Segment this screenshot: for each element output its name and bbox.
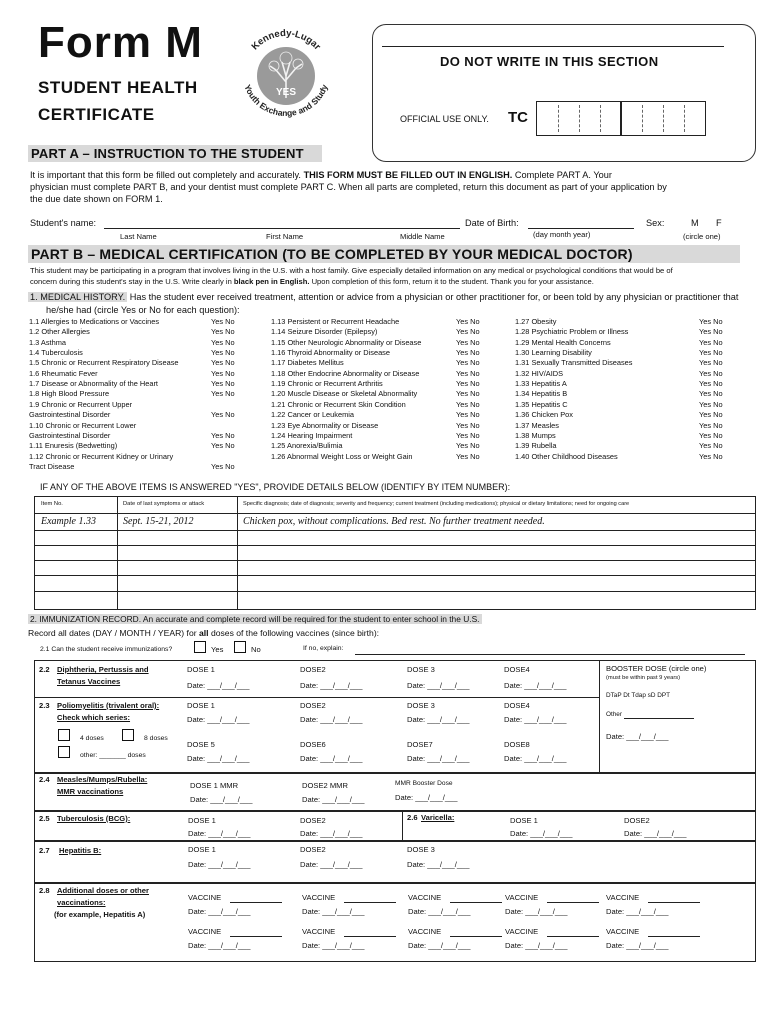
polio-dose1-label: DOSE 1 — [187, 701, 215, 710]
form-title: Form M — [38, 18, 203, 67]
history-yes-no[interactable]: Yes No — [699, 430, 723, 440]
mmr-dose1-label: DOSE 1 MMR — [190, 781, 239, 790]
varicella-label: Varicella: — [421, 813, 455, 822]
vaccine-name-field[interactable] — [648, 902, 700, 903]
tb-dose1-date[interactable]: Date: ___/___/___ — [188, 829, 251, 838]
first-name-caption: First Name — [266, 232, 304, 241]
history-yes-no[interactable]: Yes No — [456, 348, 480, 358]
history-yes-no[interactable]: Yes No — [211, 441, 235, 451]
history-item: 1.40 Other Childhood Diseases — [515, 451, 618, 461]
dob-caption: (day month year) — [533, 230, 591, 239]
polio-dose3-date[interactable]: Date: ___/___/___ — [407, 715, 470, 724]
history-item: 1.26 Abnormal Weight Loss or Weight Gain — [271, 451, 413, 461]
booster-date[interactable]: Date: ___/___/___ — [606, 732, 669, 741]
polio-8-doses-label: 8 doses — [144, 735, 168, 742]
yes-program-logo — [232, 22, 340, 130]
polio-dose6-label: DOSE6 — [300, 740, 326, 749]
booster-note: (must be within past 9 years) — [606, 675, 681, 681]
mmr-dose2-label: DOSE2 MMR — [302, 781, 348, 790]
tb-dose1-label: DOSE 1 — [188, 816, 216, 825]
history-item: 1.13 Persistent or Recurrent Headache — [271, 317, 400, 326]
vaccine-date[interactable]: Date: ___/___/___ — [505, 907, 568, 916]
hepb-dose1-label: DOSE 1 — [188, 845, 216, 854]
history-yes-no[interactable]: Yes No — [456, 327, 480, 337]
history-item: 1.22 Cancer or Leukemia — [271, 410, 354, 420]
polio-4-doses-label: 4 doses — [80, 735, 104, 742]
history-item: 1.14 Seizure Disorder (Epilepsy) — [271, 327, 378, 337]
s28-number: 2.8 — [39, 886, 50, 895]
hepb-dose2-label: DOSE2 — [300, 845, 326, 854]
form-subtitle-1: STUDENT HEALTH — [38, 78, 198, 97]
immunization-label: 2. IMMUNIZATION RECORD. An accurate and complete record will be required for the student to enter school in the U.S. — [30, 614, 480, 624]
vaccine-date[interactable]: Date: ___/___/___ — [606, 941, 669, 950]
history-yes-no[interactable]: Yes No — [699, 327, 723, 337]
dob-label: Date of Birth: — [465, 218, 519, 228]
dtp-dose1-label: DOSE 1 — [187, 665, 215, 674]
vaccine-label: VACCINE — [606, 927, 640, 936]
history-yes-no[interactable]: Yes No — [211, 317, 235, 326]
vaccine-name-field[interactable] — [344, 902, 396, 903]
history-yes-no[interactable]: Yes No — [699, 368, 723, 378]
students-name-field[interactable] — [104, 228, 460, 229]
history-yes-no[interactable]: Yes No — [699, 451, 723, 461]
vaccine-name-field[interactable] — [230, 902, 282, 903]
dtp-dose2-label: DOSE2 — [300, 665, 326, 674]
history-item: 1.36 Chicken Pox — [515, 410, 573, 420]
svg-text:Youth Exchange and Study: Youth Exchange and Study — [242, 83, 330, 119]
part-a-text-3: the due date shown on FORM 1. — [30, 194, 163, 204]
history-item: 1.11 Enuresis (Bedwetting) — [29, 441, 118, 451]
vaccine-label: VACCINE — [505, 893, 539, 902]
medical-history-label: 1. MEDICAL HISTORY. — [30, 292, 126, 302]
vaccine-name-field[interactable] — [450, 902, 502, 903]
medical-history-question-2: he/she had (circle Yes or No for each question): — [46, 305, 240, 315]
history-item: 1.30 Learning Disability — [515, 348, 592, 358]
part-a-heading: PART A – INSTRUCTION TO THE STUDENT — [28, 145, 322, 162]
vaccine-name-field[interactable] — [547, 936, 599, 937]
history-yes-no[interactable]: Yes No — [456, 441, 480, 451]
mmr-label-2: MMR vaccinations — [57, 787, 124, 796]
vaccine-label: VACCINE — [408, 893, 442, 902]
polio-dose7-label: DOSE7 — [407, 740, 433, 749]
immunize-no-label: No — [251, 645, 261, 654]
history-yes-no[interactable]: Yes No — [699, 410, 723, 420]
vaccine-date[interactable]: Date: ___/___/___ — [505, 941, 568, 950]
polio-dose5-label: DOSE 5 — [187, 740, 215, 749]
hepb-dose2-date[interactable]: Date: ___/___/___ — [300, 860, 363, 869]
polio-4-doses-checkbox[interactable] — [58, 729, 70, 741]
official-divider — [382, 46, 724, 47]
polio-other-label[interactable]: other: _______ doses — [80, 752, 146, 759]
tb-label: Tuberculosis (BCG): — [57, 814, 131, 823]
dtp-dose1-date[interactable]: Date: ___/___/___ — [187, 681, 250, 690]
vaccine-name-field[interactable] — [648, 936, 700, 937]
history-yes-no[interactable]: Yes No — [456, 317, 480, 326]
polio-8-doses-checkbox[interactable] — [122, 729, 134, 741]
dob-field[interactable] — [528, 228, 634, 229]
history-item: 1.12 Chronic or Recurrent Kidney or Urinary — [29, 451, 174, 461]
circle-one-caption: (circle one) — [683, 232, 721, 241]
mmr-dose2-date[interactable]: Date: ___/___/___ — [302, 795, 365, 804]
history-item: 1.2 Other Allergies — [29, 327, 90, 337]
polio-dose4-date[interactable]: Date: ___/___/___ — [504, 715, 567, 724]
polio-dose8-label: DOSE8 — [504, 740, 530, 749]
history-item: 1.10 Chronic or Recurrent Lower — [29, 420, 137, 430]
history-item: 1.34 Hepatitis B — [515, 389, 568, 399]
dtp-dose4-label: DOSE4 — [504, 665, 530, 674]
history-yes-no[interactable]: Yes No — [456, 430, 480, 440]
mmr-booster-date[interactable]: Date: ___/___/___ — [395, 793, 458, 802]
vaccine-label: VACCINE — [606, 893, 640, 902]
polio-dose4-label: DOSE4 — [504, 701, 530, 710]
vaccine-name-field[interactable] — [230, 936, 282, 937]
last-name-caption: Last Name — [120, 232, 157, 241]
history-item: 1.29 Mental Health Concerns — [515, 337, 611, 347]
form-subtitle-2: CERTIFICATE — [38, 105, 155, 124]
history-yes-no[interactable]: Yes No — [211, 327, 235, 337]
part-a-text-2: physician must complete PART B, and your dentist must complete PART C. When all parts are completed, return this document as part of your application by — [30, 182, 667, 192]
example-item: Example 1.33 — [41, 516, 96, 527]
official-use-label: OFFICIAL USE ONLY. — [400, 114, 489, 124]
vaccine-label: VACCINE — [505, 927, 539, 936]
part-b-intro-2: concern during this student's stay in the U.S. Write clearly in black pen in English. Upon completion of this form, return it to the student. Thank you for your assistance. — [30, 277, 594, 286]
s26-number: 2.6 — [407, 813, 418, 822]
history-yes-no[interactable]: Yes No — [211, 337, 235, 347]
varicella-dose1-date[interactable]: Date: ___/___/___ — [510, 829, 573, 838]
history-yes-no[interactable]: Yes No — [699, 379, 723, 389]
hepb-dose3-date[interactable]: Date: ___/___/___ — [407, 860, 470, 869]
vaccine-date[interactable]: Date: ___/___/___ — [302, 941, 365, 950]
vaccine-label: VACCINE — [302, 893, 336, 902]
vaccine-date[interactable]: Date: ___/___/___ — [606, 907, 669, 916]
if-no-explain-field[interactable] — [355, 654, 745, 655]
hepb-section — [34, 840, 756, 884]
col-header-item: Item No. — [41, 501, 63, 507]
history-item: 1.9 Chronic or Recurrent Upper — [29, 399, 133, 409]
dtp-label-2: Tetanus Vaccines — [57, 677, 121, 686]
history-item: 1.23 Eye Abnormality or Disease — [271, 420, 379, 430]
history-item: 1.18 Other Endocrine Abnormality or Disease — [271, 368, 420, 378]
logo-center-text: YES — [275, 87, 297, 98]
history-item: Gastrointestinal Disorder — [29, 430, 111, 440]
official-use-box — [372, 24, 756, 162]
tc-box-2[interactable] — [620, 101, 706, 136]
vaccine-label: VACCINE — [408, 927, 442, 936]
history-yes-no[interactable]: Yes No — [211, 410, 235, 420]
history-item: 1.16 Thyroid Abnormality or Disease — [271, 348, 390, 358]
s24-number: 2.4 — [39, 775, 50, 784]
divider-22-23 — [34, 697, 599, 698]
part-b-heading: PART B – MEDICAL CERTIFICATION (TO BE COMPLETED BY YOUR MEDICAL DOCTOR) — [28, 245, 740, 263]
dtp-dose2-date[interactable]: Date: ___/___/___ — [300, 681, 363, 690]
vaccine-date[interactable]: Date: ___/___/___ — [408, 907, 471, 916]
polio-dose3-label: DOSE 3 — [407, 701, 435, 710]
history-yes-no[interactable]: Yes No — [699, 389, 723, 399]
history-item: 1.33 Hepatitis A — [515, 379, 567, 389]
history-item: 1.6 Rheumatic Fever — [29, 368, 98, 378]
example-date: Sept. 15-21, 2012 — [123, 516, 194, 527]
example-diagnosis: Chicken pox, without complications. Bed rest. No further treatment needed. — [243, 516, 545, 527]
dtp-dose4-date[interactable]: Date: ___/___/___ — [504, 681, 567, 690]
history-item: 1.3 Asthma — [29, 337, 66, 347]
vaccine-date[interactable]: Date: ___/___/___ — [188, 907, 251, 916]
additional-label: Additional doses or other — [57, 886, 149, 895]
history-item: 1.8 High Blood Pressure — [29, 389, 110, 399]
history-item: 1.35 Hepatitis C — [515, 399, 568, 409]
mmr-booster-label: MMR Booster Dose — [395, 780, 453, 787]
varicella-dose2-date[interactable]: Date: ___/___/___ — [624, 829, 687, 838]
tc-label: TC — [508, 109, 528, 126]
immunize-no-checkbox[interactable] — [234, 641, 246, 653]
booster-options[interactable]: DTaP Dt Tdap sD DPT — [606, 692, 671, 699]
booster-other-field[interactable] — [624, 718, 694, 719]
history-item: 1.5 Chronic or Recurrent Respiratory Disease — [29, 358, 179, 368]
part-a-text-1: It is important that this form be filled out completely and accurately. THIS FORM MUST BE FILLED OUT IN ENGLISH. Complete PART A. Your — [30, 170, 612, 180]
history-item: 1.7 Disease or Abnormality of the Heart — [29, 379, 158, 389]
sex-label: Sex: — [646, 218, 665, 228]
vaccine-date[interactable]: Date: ___/___/___ — [302, 907, 365, 916]
history-yes-no[interactable]: Yes No — [456, 358, 480, 368]
history-yes-no[interactable]: Yes No — [456, 379, 480, 389]
history-item: 1.15 Other Neurologic Abnormality or Disease — [271, 337, 422, 347]
history-yes-no[interactable]: Yes No — [456, 399, 480, 409]
varicella-divider — [402, 810, 403, 840]
hepb-label: Hepatitis B: — [59, 846, 102, 855]
varicella-dose1-label: DOSE 1 — [510, 816, 538, 825]
polio-dose8-date[interactable]: Date: ___/___/___ — [504, 754, 567, 763]
history-item: Gastrointestinal Disorder — [29, 410, 111, 420]
sex-f-option[interactable]: F — [716, 218, 722, 228]
students-name-label: Student's name: — [30, 218, 97, 228]
polio-dose2-label: DOSE2 — [300, 701, 326, 710]
history-item: 1.19 Chronic or Recurrent Arthritis — [271, 379, 383, 389]
sex-m-option[interactable]: M — [691, 218, 699, 228]
history-yes-no[interactable]: Yes No — [699, 420, 723, 430]
if-yes-instruction: IF ANY OF THE ABOVE ITEMS IS ANSWERED "YES", PROVIDE DETAILS BELOW (IDENTIFY BY ITEM NUMBER): — [40, 482, 511, 492]
varicella-dose2-label: DOSE2 — [624, 816, 650, 825]
history-yes-no[interactable]: Yes No — [456, 389, 480, 399]
history-item: 1.32 HIV/AIDS — [515, 368, 564, 378]
details-table — [34, 496, 756, 610]
history-yes-no[interactable]: Yes No — [211, 348, 235, 358]
vaccine-label: VACCINE — [188, 893, 222, 902]
s27-number: 2.7 — [39, 846, 50, 855]
history-yes-no[interactable]: Yes No — [699, 358, 723, 368]
history-item: 1.37 Measles — [515, 420, 559, 430]
dtp-dose3-label: DOSE 3 — [407, 665, 435, 674]
additional-label-2: vaccinations: — [57, 898, 106, 907]
polio-label: Poliomyelitis (trivalent oral): — [57, 701, 160, 710]
history-item: 1.1 Allergies to Medications or Vaccines — [29, 317, 160, 326]
history-item: 1.17 Diabetes Mellitus — [271, 358, 344, 368]
history-yes-no[interactable]: Yes No — [699, 348, 723, 358]
history-item: 1.21 Chronic or Recurrent Skin Condition — [271, 399, 406, 409]
history-yes-no[interactable]: Yes No — [211, 461, 235, 471]
history-yes-no[interactable]: Yes No — [211, 430, 235, 440]
booster-divider — [599, 660, 600, 772]
history-item: 1.4 Tuberculosis — [29, 348, 83, 358]
history-item: 1.24 Hearing Impairment — [271, 430, 353, 440]
vaccine-name-field[interactable] — [450, 936, 502, 937]
official-title: DO NOT WRITE IN THIS SECTION — [440, 54, 659, 69]
vaccine-label: VACCINE — [188, 927, 222, 936]
history-yes-no[interactable]: Yes No — [456, 451, 480, 461]
booster-other-label: Other — [606, 711, 622, 718]
polio-dose1-date[interactable]: Date: ___/___/___ — [187, 715, 250, 724]
history-item: Tract Disease — [29, 461, 75, 471]
history-yes-no[interactable]: Yes No — [456, 420, 480, 430]
tb-dose2-label: DOSE2 — [300, 816, 326, 825]
history-yes-no[interactable]: Yes No — [699, 337, 723, 347]
hepb-dose3-label: DOSE 3 — [407, 845, 435, 854]
booster-label: BOOSTER DOSE (circle one) — [606, 664, 707, 673]
tc-box-1[interactable] — [536, 101, 622, 136]
svg-text:Kennedy-Lugar: Kennedy-Lugar — [249, 27, 323, 53]
vaccine-date[interactable]: Date: ___/___/___ — [408, 941, 471, 950]
polio-dose6-date[interactable]: Date: ___/___/___ — [300, 754, 363, 763]
mmr-dose1-date[interactable]: Date: ___/___/___ — [190, 795, 253, 804]
history-item: 1.25 Anorexia/Bulimia — [271, 441, 343, 451]
tb-dose2-date[interactable]: Date: ___/___/___ — [300, 829, 363, 838]
history-yes-no[interactable]: Yes No — [211, 379, 235, 389]
q21-label: 2.1 Can the student receive immunizations? — [40, 646, 173, 653]
part-b-intro-1: This student may be participating in a program that involves living in the U.S. with a host family. Give especially detailed information on any medical or psychological conditions that would be of — [30, 266, 673, 275]
medical-history-question: 1. MEDICAL HISTORY. Has the student ever received treatment, attention or advice from a physician or other practitioner for, or been told by any physician or practitioner that — [30, 292, 739, 302]
immunize-yes-checkbox[interactable] — [194, 641, 206, 653]
history-item: 1.39 Rubella — [515, 441, 557, 451]
history-item: 1.27 Obesity — [515, 317, 557, 326]
vaccine-date[interactable]: Date: ___/___/___ — [188, 941, 251, 950]
s23-number: 2.3 — [39, 701, 50, 710]
history-yes-no[interactable]: Yes No — [456, 368, 480, 378]
history-item: 1.28 Psychiatric Problem or Illness — [515, 327, 629, 337]
details-entry-rows[interactable] — [35, 530, 755, 609]
polio-other-checkbox[interactable] — [58, 746, 70, 758]
history-yes-no[interactable]: Yes No — [211, 358, 235, 368]
dtp-label: Diphtheria, Pertussis and — [57, 665, 149, 674]
hepb-dose1-date[interactable]: Date: ___/___/___ — [188, 860, 251, 869]
history-item: 1.20 Muscle Disease or Skeletal Abnormality — [271, 389, 418, 399]
s25-number: 2.5 — [39, 814, 50, 823]
additional-label-3: (for example, Hepatitis A) — [54, 910, 146, 919]
polio-dose7-date[interactable]: Date: ___/___/___ — [407, 754, 470, 763]
polio-dose5-date[interactable]: Date: ___/___/___ — [187, 754, 250, 763]
mmr-label: Measles/Mumps/Rubella: — [57, 775, 148, 784]
middle-name-caption: Middle Name — [400, 232, 445, 241]
vaccine-name-field[interactable] — [344, 936, 396, 937]
immunize-yes-label: Yes — [211, 645, 224, 654]
history-yes-no[interactable]: Yes No — [699, 399, 723, 409]
dtp-dose3-date[interactable]: Date: ___/___/___ — [407, 681, 470, 690]
history-item: 1.31 Sexually Transmitted Diseases — [515, 358, 633, 368]
s22-number: 2.2 — [39, 665, 50, 674]
history-yes-no[interactable]: Yes No — [211, 368, 235, 378]
col-header-date: Date of last symptoms or attack — [123, 501, 205, 507]
history-yes-no[interactable]: Yes No — [211, 389, 235, 399]
polio-dose2-date[interactable]: Date: ___/___/___ — [300, 715, 363, 724]
if-no-explain-label: If no, explain: — [303, 645, 344, 652]
history-yes-no[interactable]: Yes No — [699, 441, 723, 451]
history-yes-no[interactable]: Yes No — [456, 410, 480, 420]
col-header-diagnosis: Specific diagnosis; date of diagnosis; severity and frequency; current treatment (including medications); physical or dietary limitations; need for ongoing care — [243, 501, 630, 507]
record-dates-instruction: Record all dates (DAY / MONTH / YEAR) for all doses of the following vaccines (since birth): — [28, 628, 380, 638]
history-yes-no[interactable]: Yes No — [699, 317, 723, 326]
history-yes-no[interactable]: Yes No — [456, 337, 480, 347]
vaccine-label: VACCINE — [302, 927, 336, 936]
history-item: 1.38 Mumps — [515, 430, 556, 440]
vaccine-name-field[interactable] — [547, 902, 599, 903]
check-series-label: Check which series: — [57, 713, 131, 722]
